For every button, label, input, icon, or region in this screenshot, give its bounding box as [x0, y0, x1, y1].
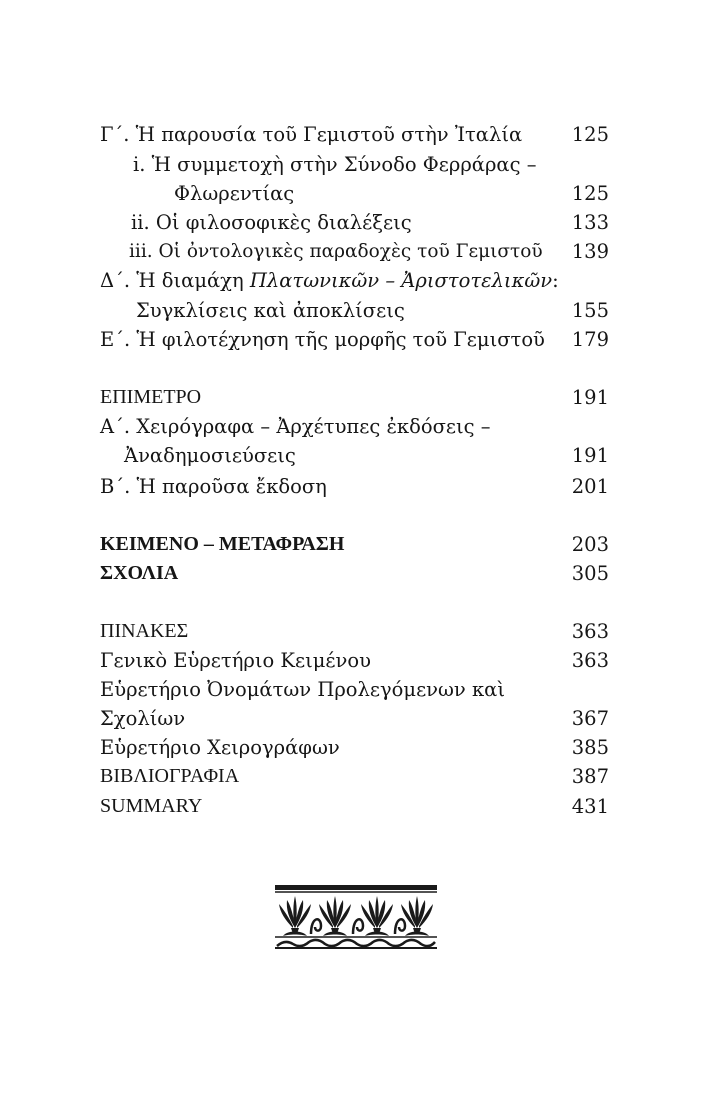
toc-entry	[0, 266, 709, 295]
toc-entry-title: i. Ἡ συμμετοχὴ στὴν Σύνοδο Φερράρας –	[133, 153, 537, 176]
toc-section-heading: ΠΙΝΑΚΕΣ	[100, 620, 189, 642]
toc-entry-title: ii. Οἱ φιλοσοφικὲς διαλέξεις	[131, 211, 412, 234]
toc-entry-page: 139	[571, 240, 609, 263]
toc-entry	[0, 530, 709, 559]
toc-entry-title: Ἀναδημοσιεύσεις	[124, 444, 296, 467]
toc-entry-title: Φλωρεντίας	[174, 182, 295, 205]
toc-entry-title: Α΄. Χειρόγραφα – Ἀρχέτυπες ἐκδόσεις –	[100, 415, 491, 438]
toc-entry-page: 201	[571, 475, 609, 498]
toc-entry	[0, 675, 709, 704]
toc-entry-title-part: :	[552, 269, 559, 292]
toc-entry-page: 125	[571, 123, 609, 146]
toc-entry-page: 191	[571, 386, 609, 409]
toc-entry	[0, 559, 709, 588]
toc-entry-page: 305	[571, 562, 609, 585]
toc-entry-title: iii. Οἱ ὀντολογικὲς παραδοχὲς τοῦ Γεμιστοῦ	[129, 241, 543, 262]
toc-entry	[0, 296, 709, 325]
toc-entry-title: Β΄. Ἡ παροῦσα ἔκδοση	[100, 475, 327, 498]
toc-entry	[0, 762, 709, 791]
toc-entry-title: Συγκλίσεις καὶ ἀποκλίσεις	[136, 299, 405, 322]
toc-entry-title: Εὑρετήριο Χειρογράφων	[100, 736, 340, 759]
toc-entry-title	[100, 266, 559, 295]
toc-entry	[0, 646, 709, 675]
toc-section-heading: SUMMARY	[100, 795, 203, 817]
toc-section-heading: ΕΠΙΜΕΤΡΟ	[100, 386, 202, 408]
toc-section-heading: ΚΕΙΜΕΝΟ – ΜΕΤΑΦΡΑΣΗ	[100, 533, 345, 555]
toc-entry-page: 363	[571, 620, 609, 643]
toc-entry-title: Σχολίων	[100, 707, 186, 730]
toc-entry-page: 155	[571, 299, 609, 322]
toc-entry-page: 191	[571, 444, 609, 467]
toc-section-heading: ΒΙΒΛΙΟΓΡΑΦΙΑ	[100, 765, 240, 787]
toc-entry-page: 203	[571, 533, 609, 556]
toc-entry-page: 367	[571, 707, 609, 730]
toc-entry-title-part: Δ΄. Ἡ διαμάχη	[100, 269, 250, 292]
toc-entry	[0, 120, 709, 149]
toc-section-heading: ΣΧΟΛΙΑ	[100, 562, 179, 584]
toc-entry	[0, 325, 709, 354]
toc-entry	[0, 617, 709, 646]
toc-entry	[0, 733, 709, 762]
toc-entry-title-italic: Πλατωνικῶν – Ἀριστοτελικῶν	[249, 269, 553, 292]
toc-entry	[0, 472, 709, 501]
toc-entry	[0, 150, 709, 179]
toc-entry-title: Ε΄. Ἡ φιλοτέχνηση τῆς μορφῆς τοῦ Γεμιστοῦ	[100, 328, 545, 351]
toc-entry-page: 133	[571, 211, 609, 234]
toc-entry-title: Εὑρετήριο Ὀνομάτων Προλεγόμενων καὶ	[100, 678, 505, 701]
toc-entry	[0, 441, 709, 470]
toc-entry-page: 125	[571, 182, 609, 205]
toc-entry-page: 431	[571, 795, 609, 818]
toc-entry-title: Γενικὸ Εὑρετήριο Κειμένου	[100, 649, 371, 672]
toc-entry-page: 363	[571, 649, 609, 672]
toc-entry	[0, 792, 709, 821]
toc-entry-page: 385	[571, 736, 609, 759]
toc-entry	[0, 704, 709, 733]
toc-entry	[0, 383, 709, 412]
toc-entry-title: Γ΄. Ἡ παρουσία τοῦ Γεμιστοῦ στὴν Ἰταλία	[100, 123, 523, 146]
palmette-ornament-icon	[273, 882, 439, 950]
toc-entry	[0, 412, 709, 441]
toc-entry-page: 387	[571, 765, 609, 788]
toc-entry-page: 179	[571, 328, 609, 351]
toc-entry	[0, 237, 709, 266]
toc-entry	[0, 208, 709, 237]
toc-entry	[0, 179, 709, 208]
